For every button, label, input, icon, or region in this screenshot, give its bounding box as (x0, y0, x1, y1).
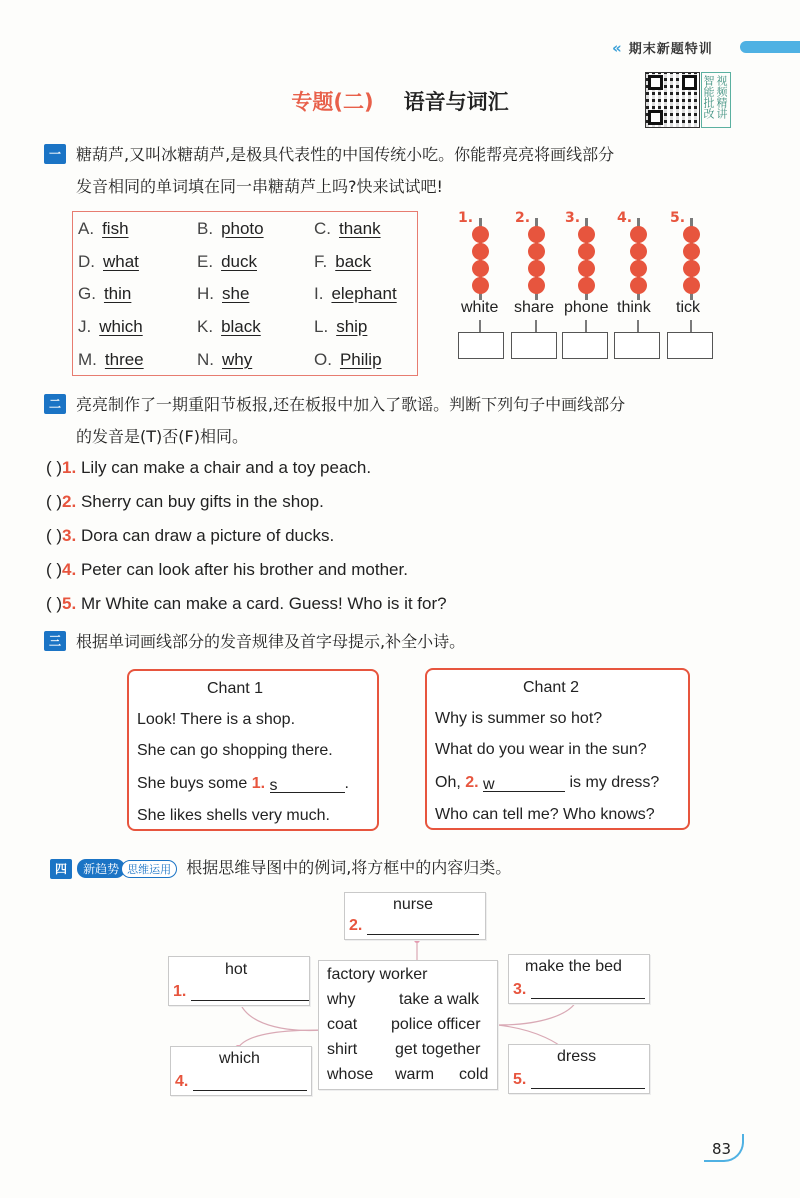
mindmap-blank-3[interactable] (531, 983, 645, 999)
option-m: M. three (78, 350, 144, 369)
mindmap-box-4: which 4. (170, 1046, 312, 1096)
chant1-blank[interactable]: s (270, 777, 345, 793)
option-e: E. duck (197, 252, 257, 271)
answer-paren[interactable]: ( ) (46, 594, 63, 613)
section-number-1: 一 (44, 143, 66, 164)
section3-instruction: 根据单词画线部分的发音规律及首字母提示,补全小诗。 (76, 632, 466, 651)
mindmap-box-2: nurse 2. (344, 892, 486, 940)
option-d: D. what (78, 252, 139, 271)
option-n: N. why (197, 350, 253, 369)
section1-instruction-line2: 发音相同的单词填在同一串糖葫芦上吗?快来试试吧! (76, 177, 443, 196)
mindmap-center-box: factory worker why take a walk coat police officer shirt get together whose warm cold (318, 960, 498, 1090)
tf-item-5: ( )5. Mr White can make a card. Guess! Who is it for? (46, 594, 447, 613)
chapter-tag: « 期末新题特训 (612, 39, 713, 57)
haw-word-1: white (461, 299, 499, 316)
chant2-blank[interactable]: w (483, 776, 565, 792)
answer-paren[interactable]: ( ) (46, 526, 63, 545)
haw-word-3: phone (564, 299, 609, 316)
mindmap-blank-5[interactable] (531, 1073, 645, 1089)
section2-instruction-line2: 的发音是(T)否(F)相同。 (76, 427, 248, 446)
section2-instruction-line1: 亮亮制作了一期重阳节板报,还在板报中加入了歌谣。判断下列句子中画线部分 (76, 395, 626, 414)
mindmap-box-1: hot 1. (168, 956, 310, 1006)
mindmap-blank-1[interactable] (191, 985, 309, 1001)
new-trend-badge: 新趋势 (77, 859, 125, 878)
section1-instruction-line1: 糖葫芦,又叫冰糖葫芦,是极具代表性的中国传统小吃。你能帮亮亮将画线部分 (76, 145, 615, 164)
page-number: 83 (712, 1140, 732, 1158)
option-o: O. Philip (314, 350, 382, 369)
tf-item-3: ( )3. Dora can draw a picture of ducks. (46, 526, 335, 545)
option-b: B. photo (197, 219, 264, 238)
qr-label: 视频精讲智能批改 (701, 72, 731, 128)
tf-item-1: ( )1. Lily can make a chair and a toy peach. (46, 458, 372, 477)
option-j: J. which (78, 317, 143, 336)
mindmap-box-5: dress 5. (508, 1044, 650, 1094)
mindmap-box-3: make the bed 3. (508, 954, 650, 1004)
haw-word-2: share (514, 299, 555, 316)
double-chevron-icon: « (612, 39, 623, 57)
answer-paren[interactable]: ( ) (46, 560, 63, 579)
option-k: K. black (197, 317, 261, 336)
option-c: C. thank (314, 219, 381, 238)
thinking-badge: 思维运用 (121, 860, 177, 878)
haw-word-5: tick (676, 299, 700, 316)
chant-1-card: Chant 1 Look! There is a shop. She can go shopping there. She buys some 1. s . She likes shells very much. (127, 669, 379, 831)
mindmap-blank-4[interactable] (193, 1075, 307, 1091)
page-title: 专题(二) 语音与词汇 (291, 90, 509, 114)
tf-item-2: ( )2. Sherry can buy gifts in the shop. (46, 492, 324, 511)
haw-word-4: think (617, 299, 651, 316)
option-a: A. fish (78, 219, 129, 238)
option-l: L. ship (314, 317, 368, 336)
chant-2-card: Chant 2 Why is summer so hot? What do you wear in the sun? Oh, 2. w is my dress? Who can tell me? Who knows? (425, 668, 690, 830)
option-g: G. thin (78, 284, 132, 303)
option-f: F. back (314, 252, 372, 271)
section-number-3: 三 (44, 630, 66, 651)
option-h: H. she (197, 284, 250, 303)
section-number-2: 二 (44, 393, 66, 414)
section-4-header: 四 新趋势 思维运用 根据思维导图中的例词,将方框中的内容归类。 (50, 853, 511, 883)
answer-paren[interactable]: ( ) (46, 492, 63, 511)
option-i: I. elephant (314, 284, 397, 303)
mindmap-blank-2[interactable] (367, 919, 479, 935)
tf-item-4: ( )4. Peter can look after his brother and mother. (46, 560, 408, 579)
answer-paren[interactable]: ( ) (46, 458, 63, 477)
